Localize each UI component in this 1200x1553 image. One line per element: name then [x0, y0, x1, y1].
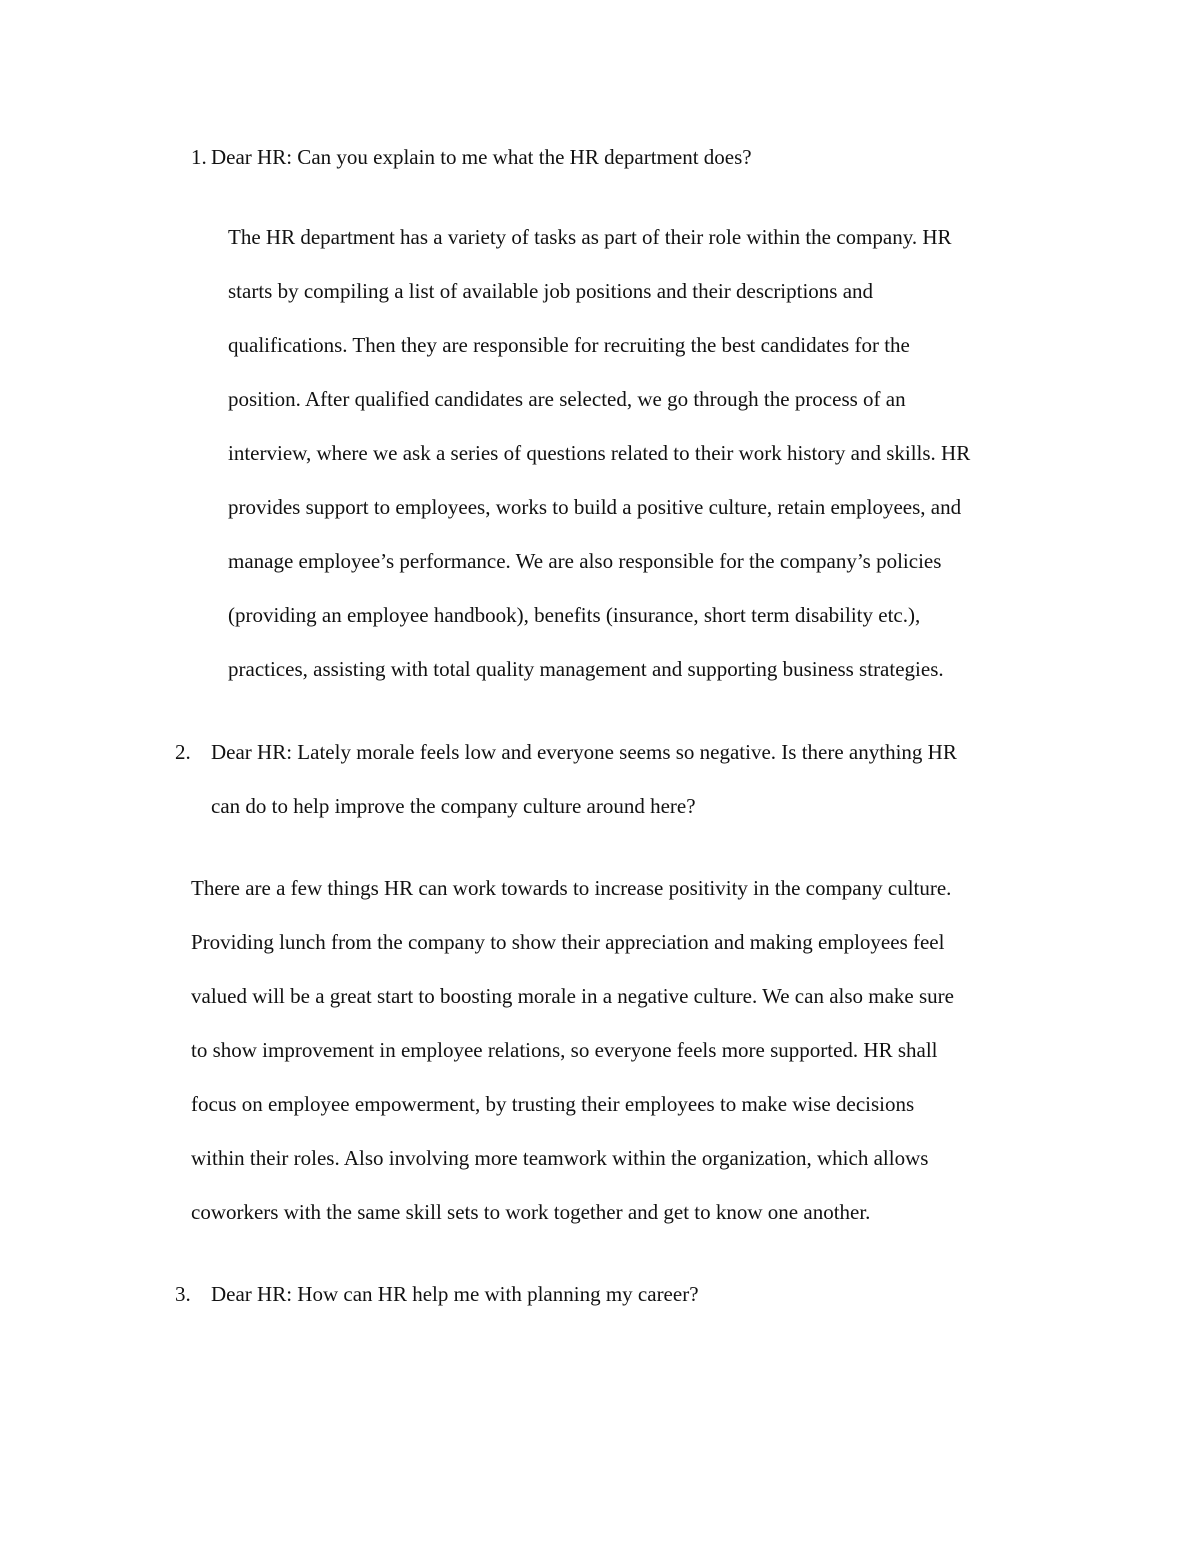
question-2 [175, 725, 1075, 833]
answer-line: focus on employee empowerment, by trusting their employees to make wise decisions [191, 1092, 915, 1116]
answer-line: starts by compiling a list of available job positions and their descriptions and [228, 279, 874, 303]
answer-line: interview, where we ask a series of questions related to their work history and skills. HR [228, 441, 971, 465]
answer-line: valued will be a great start to boosting morale in a negative culture. We can also make sure [191, 984, 954, 1008]
answer-1 [228, 210, 970, 696]
question-line: can do to help improve the company culture around here? [211, 794, 696, 818]
answer-line: position. After qualified candidates are selected, we go through the process of an [228, 387, 906, 411]
answer-line: (providing an employee handbook), benefits (insurance, short term disability etc.), [228, 603, 921, 627]
answer-line: within their roles. Also involving more teamwork within the organization, which allows [191, 1146, 929, 1170]
question-text: Dear HR: How can HR help me with planning my career? [211, 1282, 699, 1306]
answer-line: There are a few things HR can work towards to increase positivity in the company culture. [191, 876, 952, 900]
question-text: Dear HR: Can you explain to me what the HR department does? [211, 145, 752, 169]
question-number: 1. [191, 145, 207, 169]
answer-line: practices, assisting with total quality management and supporting business strategies. [228, 657, 944, 681]
question-3 [175, 1267, 699, 1321]
question-text [211, 725, 1075, 833]
answer-line: Providing lunch from the company to show their appreciation and making employees feel [191, 930, 945, 954]
answer-line: provides support to employees, works to build a positive culture, retain employees, and [228, 495, 962, 519]
question-line: Dear HR: Lately morale feels low and everyone seems so negative. Is there anything HR [211, 740, 957, 764]
answer-line: manage employee’s performance. We are also responsible for the company’s policies [228, 549, 942, 573]
question-number: 2. [175, 740, 191, 764]
question-1 [191, 130, 752, 184]
answer-line: qualifications. Then they are responsible for recruiting the best candidates for the [228, 333, 910, 357]
question-number: 3. [175, 1282, 191, 1306]
answer-line: coworkers with the same skill sets to work together and get to know one another. [191, 1200, 871, 1224]
answer-2 [191, 861, 954, 1239]
answer-line: to show improvement in employee relations, so everyone feels more supported. HR shall [191, 1038, 938, 1062]
answer-line: The HR department has a variety of tasks as part of their role within the company. HR [228, 225, 952, 249]
